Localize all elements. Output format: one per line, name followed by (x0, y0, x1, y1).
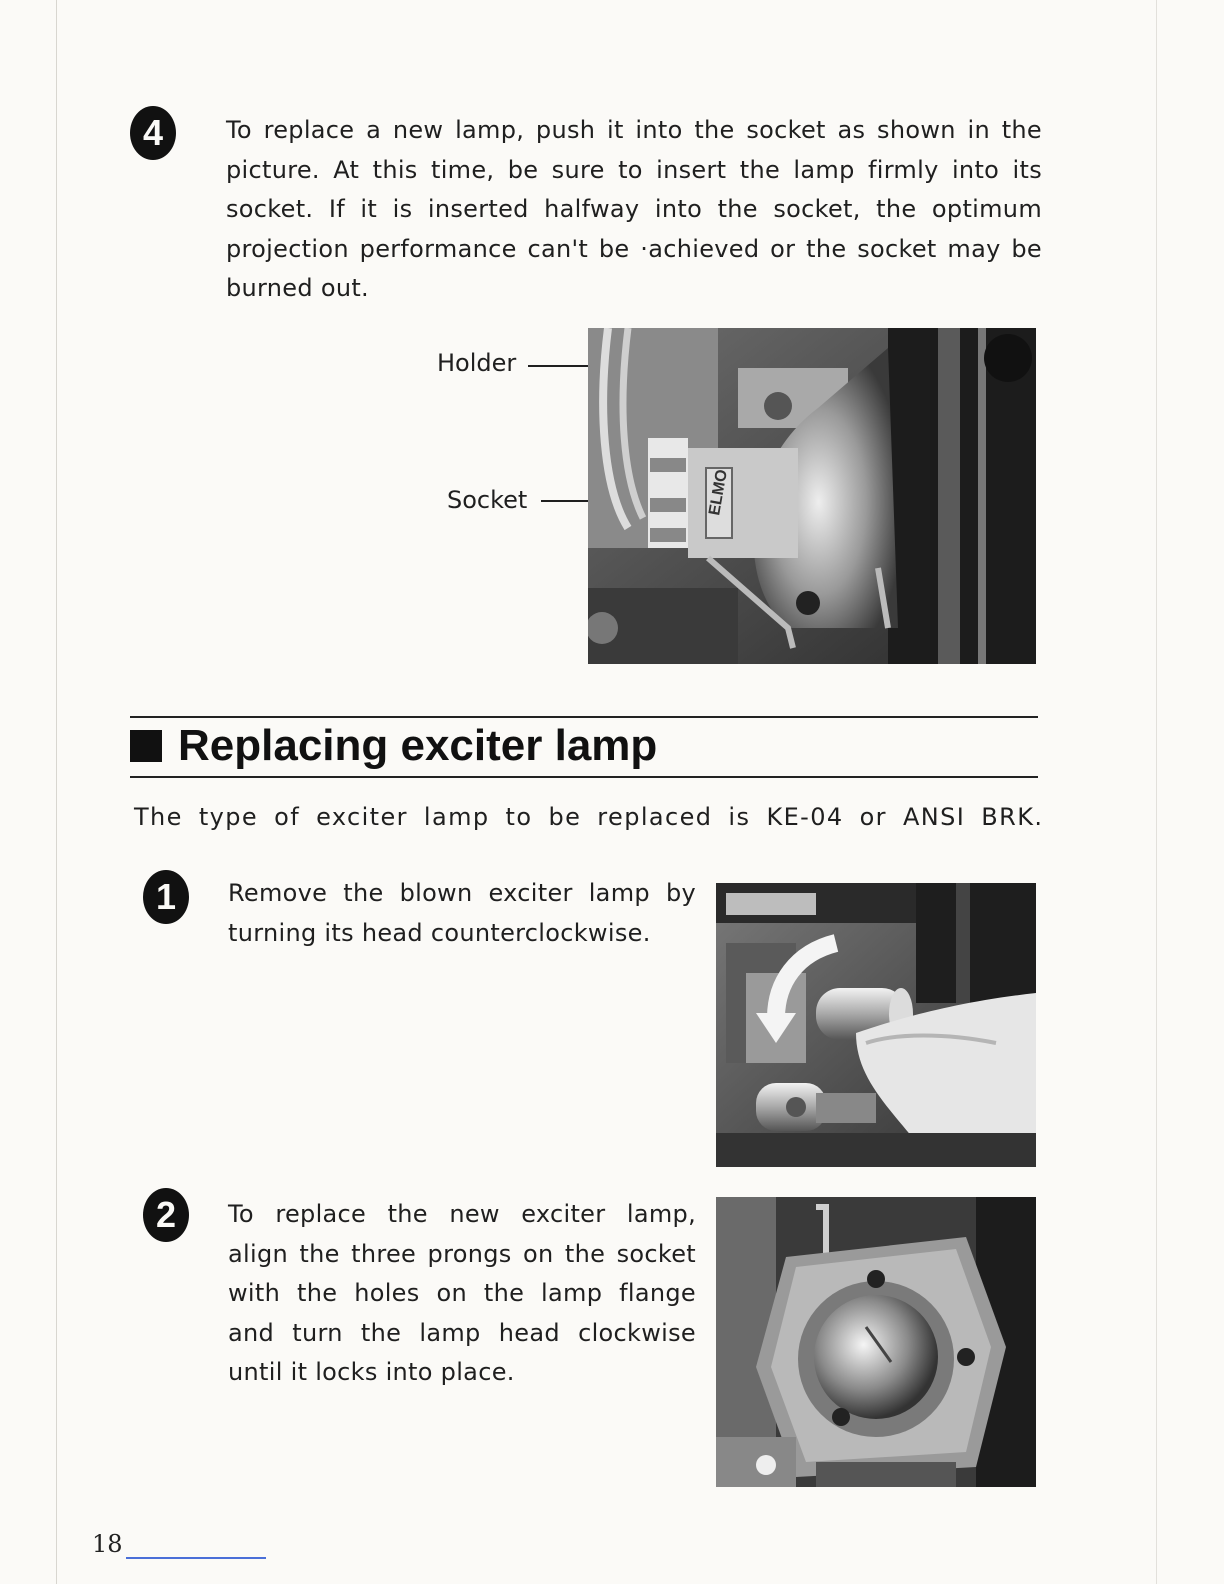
page-number: 18 (92, 1530, 123, 1558)
exciter-removal-illustration (716, 883, 1036, 1167)
step-4-text: To replace a new lamp, push it into the socket as shown in the picture. At this time, be sure to insert the lamp firmly into its socket. If it is inserted halfway into the socket, the optimum projection performance can't be ·achieved or the socket may be burned out. (226, 116, 1042, 302)
page-edge-left (56, 0, 57, 1584)
section-rule-bottom (130, 776, 1038, 778)
step-2-badge: 2 (143, 1188, 189, 1242)
section-bullet-icon (130, 730, 162, 762)
exciter-removal-photo (716, 883, 1036, 1167)
socket-label: Socket (447, 486, 528, 514)
section-title-text: Replacing exciter lamp (178, 721, 658, 770)
step-4-badge: 4 (130, 106, 176, 160)
section-title (130, 720, 657, 772)
holder-callout-line (528, 365, 596, 367)
step-2-text: To replace the new exciter lamp, align the three prongs on the socket with the holes on the lamp flange and turn the lamp head clockwise until it locks into place. (228, 1200, 696, 1386)
exciter-install-illustration (716, 1197, 1036, 1487)
brand-mark: ELMO (706, 468, 731, 517)
exciter-install-photo (716, 1197, 1036, 1487)
step-1-text: Remove the blown exciter lamp by turning its head counterclockwise. (228, 879, 696, 947)
bottom-link-underline (126, 1557, 266, 1559)
holder-label: Holder (437, 349, 517, 377)
projection-lamp-photo (588, 328, 1036, 664)
projection-lamp-illustration (588, 328, 1036, 664)
section-intro: The type of exciter lamp to be replaced is KE-04 or ANSI BRK. (134, 803, 1044, 831)
section-rule-top (130, 716, 1038, 718)
page-edge-right (1156, 0, 1157, 1584)
step-1-badge: 1 (143, 870, 189, 924)
